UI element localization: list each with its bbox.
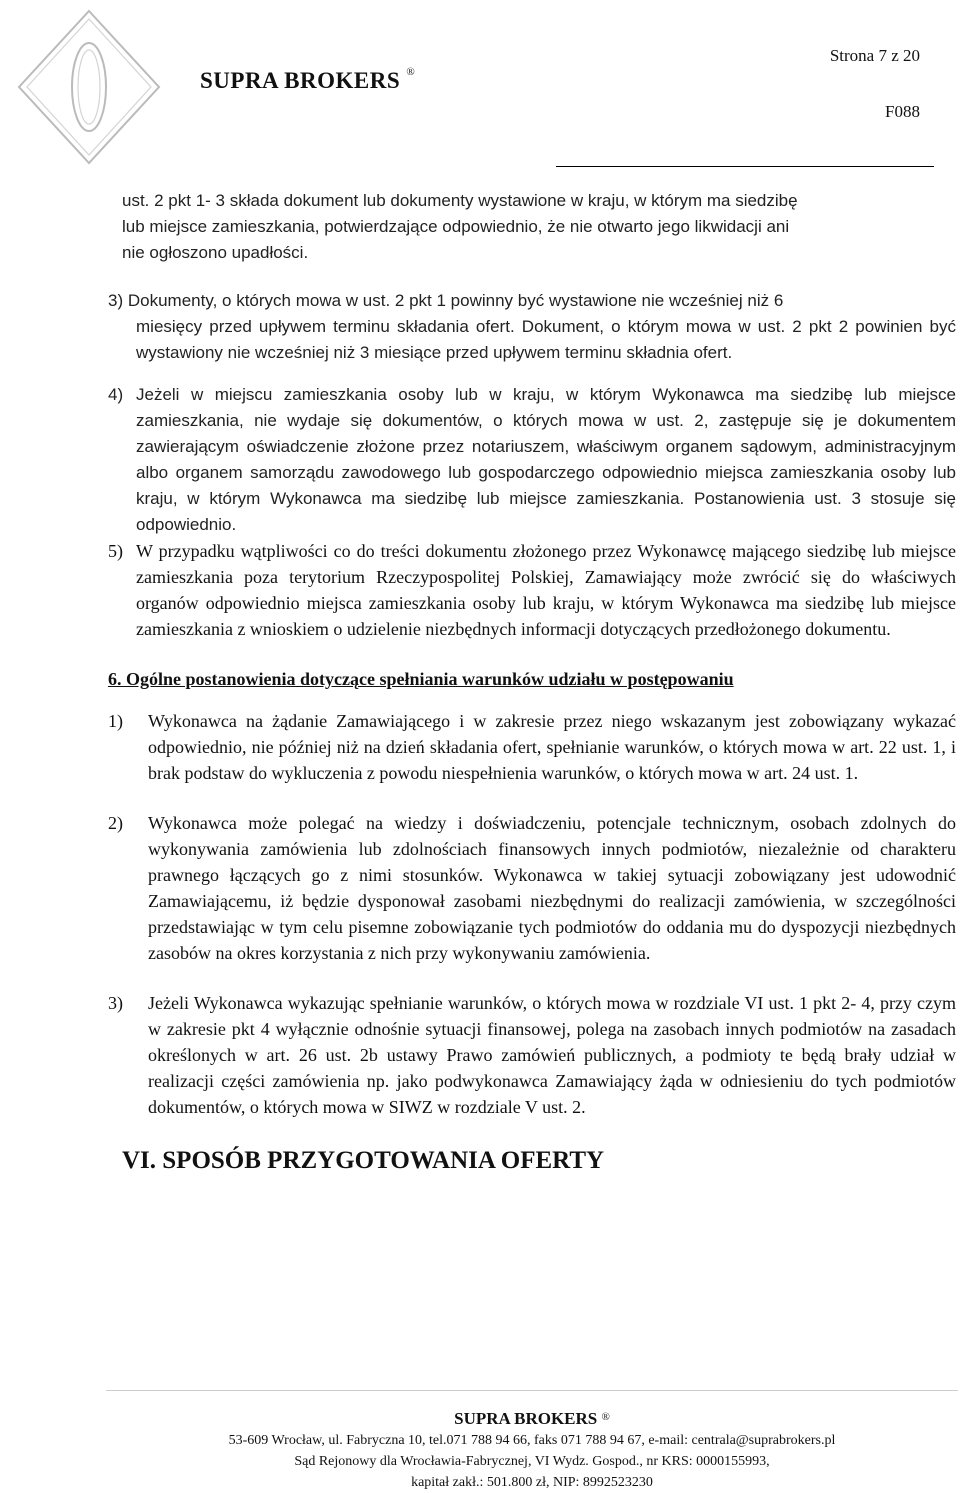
list-number: 3) bbox=[108, 993, 123, 1013]
registered-mark: ® bbox=[406, 66, 416, 78]
list-text: Wykonawca może polegać na wiedzy i doświadczeniu, potencjale technicznym, osobach zdolnych do wykonywania zamówienia lub zdolnościach finansowych innych podmiotów, niezależnie od charakteru prawnego łączących go z nimi stosunków. Wykonawca w takiej sytuacji zobowiązany jest udowodnić Zamawiającemu, iż będzie dysponował zasobami niezbędnymi do realizacji zamówienia, w szczególności przedstawiając w tym celu pisemne zobowiązanie tych podmiotów do oddania mu do dyspozycji niezbędnych zasobów na okres korzystania z nich przy wykonywaniu zamówienia. bbox=[148, 813, 956, 963]
list-number: 2) bbox=[108, 813, 123, 833]
footer-address: 53-609 Wrocław, ul. Fabryczna 10, tel.071 788 94 66, faks 071 788 94 67, e-mail: centrala@suprabrokers.pl bbox=[228, 1433, 836, 1448]
company-logo bbox=[14, 6, 164, 168]
list-number: 4) bbox=[108, 385, 124, 404]
list-text: Jeżeli w miejscu zamieszkania osoby lub w kraju, w którym Wykonawca ma siedzibę lub miejsce zamieszkania, nie wydaje się dokumentów, o których mowa w ust. 2, zastępuje się je dokumentem zawierającym oświadczenie złożone przez notariuszem, właściwym organem sądowym, administracyjnym albo organem samorządu zawodowego lub gospodarczego odpowiednio miejsca zamieszkania osoby lub kraju, w którym Wykonawca ma siedzibę lub miejsce zamieszkania. Postanowienia ust. 3 stosuje się odpowiednio. bbox=[136, 385, 956, 534]
list-item-3 bbox=[108, 288, 956, 366]
page-footer bbox=[106, 1408, 958, 1493]
chapter-title: VI. SPOSÓB PRZYGOTOWANIA OFERTY bbox=[122, 1147, 605, 1174]
list-item-5 bbox=[108, 538, 956, 642]
footer-brand bbox=[106, 1408, 958, 1430]
list-text: Wykonawca na żądanie Zamawiającego i w zakresie przez niego wskazanym jest zobowiązany wykazać odpowiednio, nie później niż na dzień składania ofert, spełnianie warunków, o których mowa w art. 22 ust. 1, i brak podstaw do wykluczenia z powodu niespełnienia warunków, o których mowa w art. 24 ust. 1. bbox=[148, 711, 956, 783]
list-number: 1) bbox=[108, 711, 123, 731]
condition-item-3 bbox=[108, 990, 956, 1120]
condition-item-2 bbox=[108, 810, 956, 966]
footer-capital: kapitał zakł.: 501.800 zł, NIP: 8992523230 bbox=[411, 1475, 653, 1490]
footer-brand-name: SUPRA BROKERS bbox=[454, 1409, 598, 1428]
list-text: Jeżeli Wykonawca wykazując spełnianie warunków, o których mowa w rozdziale VI ust. 1 pkt 2- 4, przy czym w zakresie pkt 4 wyłącznie odnośnie sytuacji finansowej, polega na zasobach innych podmiotów na zasadach określonych w art. 26 ust. 2b ustawy Prawo zamówień publicznych, a podmioty te będą brały udział w realizacji części zamówienia np. jako podwykonawca Zamawiający żąda w odniesieniu do tych podmiotów dokumentów, o których mowa w SIWZ w rozdziale V ust. 2. bbox=[148, 993, 956, 1117]
intro-line: nie ogłoszono upadłości. bbox=[122, 243, 309, 262]
header-brand-name: SUPRA BROKERS bbox=[200, 68, 401, 93]
registered-mark: ® bbox=[601, 1411, 610, 1423]
footer-court: Sąd Rejonowy dla Wrocławia-Fabrycznej, VI Wydz. Gospod., nr KRS: 0000155993, bbox=[294, 1454, 770, 1469]
list-item-4 bbox=[108, 382, 956, 538]
intro-line: lub miejsce zamieszkania, potwierdzające odpowiednio, że nie otwarto jego likwidacji ani bbox=[122, 217, 790, 236]
document-body bbox=[108, 188, 956, 1174]
form-code: F088 bbox=[885, 102, 920, 121]
header-brand bbox=[200, 68, 415, 94]
header-rule bbox=[556, 166, 934, 167]
intro-paragraph bbox=[108, 188, 956, 266]
list-text: W przypadku wątpliwości co do treści dokumentu złożonego przez Wykonawcę mającego siedzibę lub miejsce zamieszkania poza terytorium Rzeczypospolitej Polskiej, Zamawiający może zwrócić się do właściwych organów odpowiednio miejsca zamieszkania osoby lub kraju, w którym Wykonawca ma siedzibę lub miejsce zamieszkania z wnioskiem o udzielenie niezbędnych informacji dotyczących przedłożonego dokumentu. bbox=[136, 541, 956, 639]
condition-item-1 bbox=[108, 708, 956, 786]
page-number: Strona 7 z 20 bbox=[829, 46, 920, 65]
section-heading: 6. Ogólne postanowienia dotyczące spełniania warunków udziału w postępowaniu bbox=[108, 669, 734, 689]
list-text: miesięcy przed upływem terminu składania ofert. Dokument, o którym mowa w ust. 2 pkt 2 powinien być wystawiony nie wcześniej niż 3 miesiące przed upływem terminu składnia ofert. bbox=[136, 317, 956, 362]
footer-rule bbox=[106, 1390, 958, 1391]
list-number: 3) bbox=[108, 291, 124, 310]
list-number: 5) bbox=[108, 541, 123, 561]
intro-line: ust. 2 pkt 1- 3 składa dokument lub dokumenty wystawione w kraju, w którym ma siedzibę bbox=[122, 191, 798, 210]
list-text-first-line: Dokumenty, o których mowa w ust. 2 pkt 1 powinny być wystawione nie wcześniej niż 6 bbox=[127, 291, 784, 310]
